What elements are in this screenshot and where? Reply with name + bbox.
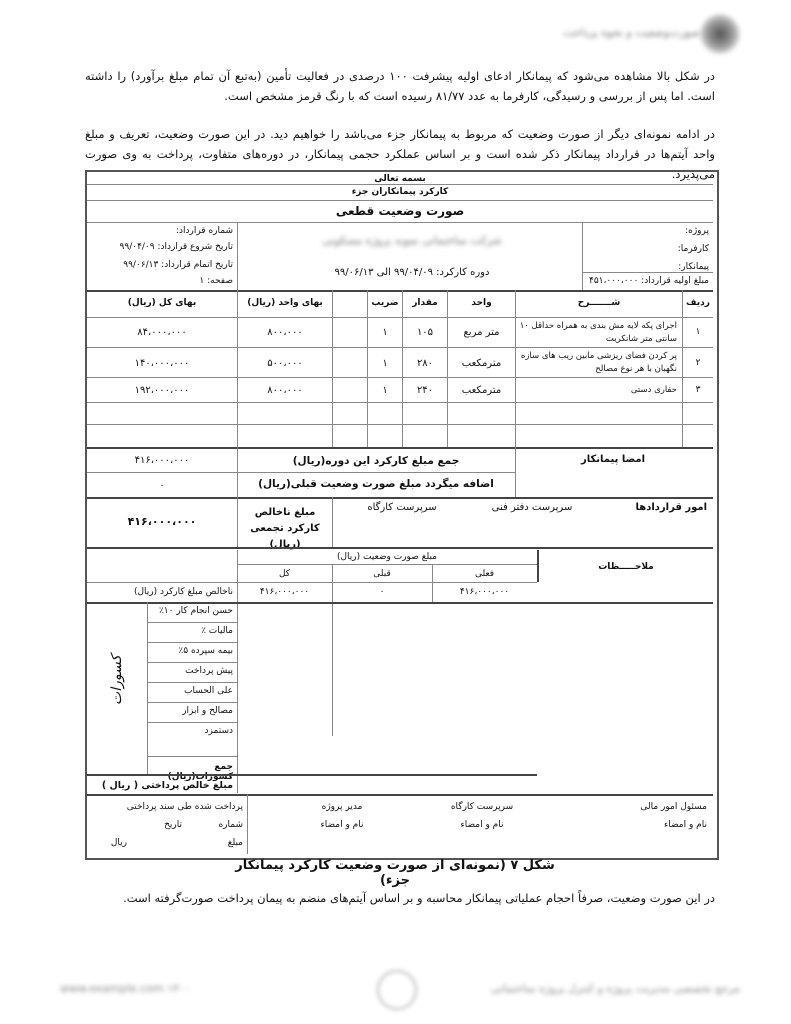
role-office: سرپرست دفتر فنی [491, 502, 573, 513]
info-initial-amount: مبلغ اولیه قرارداد: ۴۵۱،۰۰۰،۰۰۰ [588, 276, 709, 286]
net-pay-label: مبلغ خالص پرداختی ( ریال ) [101, 780, 233, 791]
add-label: اضافه میگردد مبلغ صورت وضعیت قبلی(ریال) [258, 478, 494, 490]
col-unit-price: بهای واحد (ریال) [247, 298, 323, 308]
contractor-sign: امضا پیمانکار [580, 454, 646, 465]
row-2-qty: ۲۸۰ [416, 358, 434, 369]
intro-paragraph-2: در ادامه نمونه‌ای دیگر از صورت وضعیت که مربوط به پیمانکار جزء می‌باشد را خواهیم دید. در این صورت وضعیت، تعریف و مبلغ واحد آیتم‌ها در قرارداد پیمانکار ذکر شده است و بر اساس عملکرد حجمی پیمانکار، در دوره‌های متفاوت، پرداخت به وی صورت می‌پذیرد. [85, 127, 715, 181]
row-1-price: ۸۰۰،۰۰۰ [267, 327, 303, 338]
net-label: مبلغ ناخالص کارکرد تجمعی (ریال) [250, 507, 320, 550]
pm-sign: نام و امضاء [320, 820, 364, 830]
amount-head: مبلغ صورت وضعیت (ریال) [336, 552, 438, 562]
row-2-price: ۵۰۰،۰۰۰ [267, 358, 303, 369]
row-1-number: ۱ [695, 327, 701, 337]
deduction-7: دستمزد [204, 726, 233, 736]
gross-current: ۴۱۶،۰۰۰،۰۰۰ [459, 587, 510, 597]
site-sup-sign: نام و امضاء [460, 820, 504, 830]
row-2-number: ۲ [695, 358, 701, 368]
deductions-total: جمع کسورات(ریال) [167, 762, 233, 782]
finance-sign: نام و امضاء [664, 820, 707, 830]
role-contracts: امور قراردادها [635, 502, 707, 513]
deduction-2: مالیات ٪ [201, 626, 233, 636]
deduction-3: بیمه سپرده ۵٪ [178, 646, 233, 656]
col-row: ردیف [686, 298, 710, 308]
row-1-unit: متر مربع [463, 327, 500, 338]
deduction-4: پیش پرداخت [185, 666, 233, 676]
row-3-number: ۳ [695, 385, 701, 395]
gross-label: ناخالص مبلغ کارکرد (ریال) [134, 587, 233, 597]
info-employer: کارفرما: [677, 244, 709, 254]
col-previous: قبلی [373, 569, 391, 579]
col-desc: شـــــــرح [577, 298, 621, 308]
deduction-6: مصالح و ابزار [182, 706, 233, 716]
row-2-unit: مترمکعب [461, 358, 502, 369]
col-unit: واحد [471, 298, 492, 308]
info-start-date: تاریخ شروع قرارداد: ۹۹/۰۴/۰۹ [119, 242, 233, 252]
header-title: صورت‌وضعیت و نحوه پرداخت [563, 26, 700, 39]
net-value: ۴۱۶،۰۰۰،۰۰۰ [127, 515, 197, 528]
col-qty: مقدار [412, 298, 438, 308]
pm-label: مدیر پروژه [321, 802, 363, 812]
row-3-unit: مترمکعب [461, 385, 502, 396]
row-1-desc: اجرای پکه لایه مش بندی به همراه حداقل ۱۰ سانتی متر شانکریت [519, 321, 677, 344]
paid-amount-label: مبلغ [227, 838, 243, 848]
gross-total: ۴۱۶،۰۰۰،۰۰۰ [259, 587, 310, 597]
footer-left: www.example.com ۱۴۰۰ [60, 982, 191, 995]
paid-number-label: شماره [218, 820, 243, 830]
outro-paragraph: در این صورت وضعیت، صرفاً احجام عملیاتی پیمانکار محاسبه و بر اساس آیتم‌های منضم به پیمان پرداخت صورت‌گرفته است. [123, 891, 715, 905]
statement-form [85, 170, 719, 860]
paid-rial-label: ریال [110, 838, 127, 848]
deductions-side-label: کسورات [109, 654, 125, 705]
notes-label: ملاحـــــظات [598, 562, 654, 572]
row-2-desc: پر کردن فضای ریزشی مابین ریب های سازه نگهبان با هر نوع مصالح [520, 351, 677, 374]
footer-right: مرجع تخصصی مدیریت پروژه و کنترل پروژه ساختمانی [490, 982, 740, 995]
intro-paragraph-1: در شکل بالا مشاهده می‌شود که پیمانکار ادعای اولیه پیشرفت ۱۰۰ درصدی در فعالیت تأمین (به‌تبع آن تمام مبلغ برآورد) را داشته است. اما پس از بررسی و رسیدگی، کارفرما به عدد ۸۱/۷۷ رسیده است که با رنگ قرمز مشخص است. [85, 69, 716, 103]
row-3-coef: ۱ [382, 385, 388, 396]
info-blurred-name: شرکت ساختمانی نمونه پروژه مسکونی [322, 234, 502, 247]
footer-page-icon [377, 970, 417, 1010]
info-contract-no: شماره قرارداد: [175, 226, 233, 236]
row-2-coef: ۱ [382, 358, 388, 369]
row-1-total: ۸۴،۰۰۰،۰۰۰ [137, 327, 187, 338]
site-sup-label: سرپرست کارگاه [450, 802, 514, 812]
col-total: بهای کل (ریال) [127, 298, 197, 308]
form-bismillah: بسمه تعالی [374, 174, 426, 184]
role-site: سرپرست کارگاه [367, 502, 437, 513]
col-current: فعلی [474, 569, 495, 579]
form-title: صورت وضعیت قطعی [335, 204, 465, 218]
figure-caption: شکل ۷ (نمونه‌ای از صورت وضعیت کارکرد پیمانکار جزء) [235, 858, 555, 888]
gross-previous: ۰ [379, 587, 385, 597]
row-1-qty: ۱۰۵ [416, 327, 434, 338]
sum-value: ۴۱۶،۰۰۰،۰۰۰ [134, 455, 190, 466]
info-period: دوره کارکرد: ۹۹/۰۴/۰۹ الی ۹۹/۰۶/۱۳ [334, 267, 490, 278]
row-3-desc: حفاری دستی [630, 385, 677, 395]
row-3-price: ۸۰۰،۰۰۰ [267, 385, 303, 396]
deduction-1: حسن انجام کار ۱۰٪ [158, 606, 233, 616]
row-2-total: ۱۴۰،۰۰۰،۰۰۰ [134, 358, 190, 369]
row-3-qty: ۲۴۰ [416, 385, 434, 396]
paid-doc-label: پرداخت شده طی سند پرداختی [126, 802, 243, 812]
col-grand-total: کل [278, 569, 291, 579]
sum-label: جمع مبلغ کارکرد این دوره(ریال) [292, 455, 460, 467]
row-1-coef: ۱ [382, 327, 388, 338]
info-end-date: تاریخ اتمام قرارداد: ۹۹/۰۶/۱۳ [123, 260, 233, 270]
add-value: ۰ [159, 480, 165, 491]
col-coef: ضریب [371, 298, 399, 308]
info-project: پروژه: [685, 226, 709, 236]
info-page: صفحه: ۱ [199, 276, 233, 286]
finance-label: مسئول امور مالی [640, 802, 707, 812]
paid-date-label: تاریخ [164, 820, 182, 830]
form-subtitle: کارکرد پیمانکاران جزء [351, 187, 449, 197]
info-contractor: پیمانکار: [678, 262, 709, 272]
row-3-total: ۱۹۲،۰۰۰،۰۰۰ [134, 385, 190, 396]
publisher-logo [700, 14, 740, 54]
deduction-5: علی الحساب [183, 686, 233, 696]
